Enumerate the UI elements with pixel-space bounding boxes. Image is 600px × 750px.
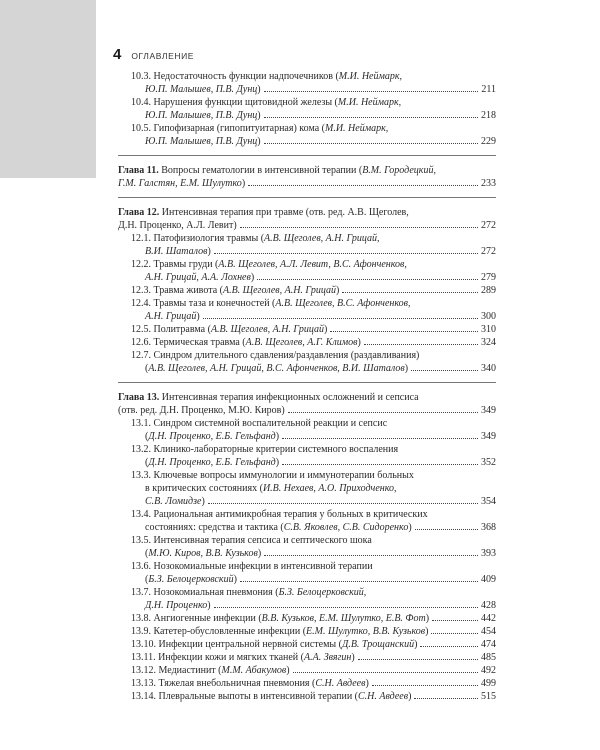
entry-page: 310 <box>481 324 496 335</box>
entry-authors: С.Н. Авдеев <box>315 678 366 689</box>
entry-label: 13.6. Нозокомиальные инфекции в интенсивной терапии <box>131 561 373 572</box>
dot-leader <box>414 698 478 699</box>
entry-authors: В.В. Кузьков, Е.М. Шулутко, Е.В. Фот <box>261 613 426 624</box>
entry-authors: С.Н. Авдеев <box>358 691 409 702</box>
entry-page: 393 <box>481 548 496 559</box>
toc-entry-13-3[interactable]: 13.3. Ключевые вопросы иммунологии и иммунотерапии больных в критических состояниях (И.В. Нехаев, А.О. Приходченко, С.В. Ломидзе) 354 <box>131 470 496 507</box>
dot-leader <box>248 185 478 186</box>
dot-leader <box>240 581 478 582</box>
running-header <box>113 46 194 63</box>
entry-page: 474 <box>481 639 496 650</box>
entry-authors: Б.З. Белоцерковский, <box>278 587 367 598</box>
dot-leader <box>282 464 478 465</box>
dot-leader <box>415 529 478 530</box>
entry-authors: Г.М. Галстян, Е.М. Шулутко <box>118 178 242 189</box>
chapter-editors: Д.Н. Проценко, А.Л. Левит) <box>118 220 237 231</box>
entry-page: 340 <box>481 363 496 374</box>
toc-entry-13-2[interactable]: 13.2. Клинико-лабораторные критерии системного воспаления (Д.Н. Проценко, Е.Б. Гельфанд) 352 <box>131 444 496 468</box>
entry-page: 368 <box>481 522 496 533</box>
toc-entry-13-7[interactable]: 13.7. Нозокомиальная пневмония (Б.З. Белоцерковский, Д.Н. Проценко) 428 <box>131 587 496 611</box>
toc-entry-13-14[interactable]: 13.14. Плевральные выпоты в интенсивной терапии (С.Н. Авдеев) 515 <box>131 691 496 702</box>
entry-authors: Ю.П. Малышев, П.В. Дунц <box>145 110 258 121</box>
toc-chapter-13[interactable] <box>118 391 496 417</box>
dot-leader <box>330 331 478 332</box>
entry-label: 12.4. Травмы таза и конечностей ( <box>131 298 276 309</box>
dot-leader <box>214 253 478 254</box>
entry-page: 515 <box>481 691 496 702</box>
entry-label: 13.8. Ангиогенные инфекции ( <box>131 613 262 624</box>
dot-leader <box>372 685 478 686</box>
chapter-title: Интенсивная терапия при травме (отв. ред. А.В. Щеголев, <box>159 207 409 218</box>
toc-entry-12-4[interactable]: 12.4. Травмы таза и конечностей (А.В. Щеголев, В.С. Афонченков, А.Н. Грицай) 300 <box>131 298 496 322</box>
entry-authors: А.В. Щеголев, А.Н. Грицай <box>210 324 324 335</box>
dot-leader <box>432 620 478 621</box>
table-of-contents <box>118 70 496 703</box>
entry-label: 12.6. Термическая травма ( <box>131 337 246 348</box>
entry-authors: А.В. Щеголев, В.С. Афонченков, <box>275 298 411 309</box>
dot-leader <box>257 279 478 280</box>
toc-entry-13-6[interactable]: 13.6. Нозокомиальные инфекции в интенсивной терапии (Б.З. Белоцерковский) 409 <box>131 561 496 585</box>
entry-authors: И.В. Нехаев, А.О. Приходченко, <box>262 483 397 494</box>
entry-page: 499 <box>481 678 496 689</box>
dot-leader <box>264 143 478 144</box>
header-title: ОГЛАВЛЕНИЕ <box>131 51 195 61</box>
entry-label: 13.12. Медиастинит ( <box>131 665 222 676</box>
dot-leader <box>342 292 478 293</box>
entry-authors: А.В. Щеголев, А.Г. Климов <box>245 337 358 348</box>
entry-authors: В.М. Городецкий, <box>362 165 436 176</box>
entry-authors: Ю.П. Малышев, П.В. Дунц <box>145 136 258 147</box>
chapter-editors: (отв. ред. Д.Н. Проценко, М.Ю. Киров) <box>118 405 285 416</box>
entry-page: 454 <box>481 626 496 637</box>
entry-authors: Ю.П. Малышев, П.В. Дунц <box>145 84 258 95</box>
divider <box>118 155 496 156</box>
dot-leader <box>411 370 478 371</box>
entry-label: 13.11. Инфекции кожи и мягких тканей ( <box>131 652 304 663</box>
entry-page: 349 <box>481 431 496 442</box>
entry-authors: Д.Н. Проценко <box>145 600 208 611</box>
entry-authors: С.В. Ломидзе <box>145 496 202 507</box>
entry-page: 485 <box>481 652 496 663</box>
chapter-title: Интенсивная терапия инфекционных осложнений и сепсиса <box>159 392 419 403</box>
gray-margin-tab <box>0 0 96 178</box>
entry-page: 492 <box>481 665 496 676</box>
entry-page: 324 <box>481 337 496 348</box>
dot-leader <box>288 412 478 413</box>
toc-entry-12-3[interactable]: 12.3. Травма живота (А.В. Щеголев, А.Н. Грицай) 289 <box>131 285 496 296</box>
entry-label: 13.14. Плевральные выпоты в интенсивной терапии ( <box>131 691 359 702</box>
entry-page: 428 <box>481 600 496 611</box>
toc-entry-13-12[interactable]: 13.12. Медиастинит (М.М. Абакумов) 492 <box>131 665 496 676</box>
entry-page: 272 <box>481 220 496 231</box>
entry-page: 349 <box>481 405 496 416</box>
entry-label: 13.7. Нозокомиальная пневмония ( <box>131 587 279 598</box>
entry-page: 442 <box>481 613 496 624</box>
entry-authors: В.И. Шаталов <box>145 246 208 257</box>
chapter-label: Глава 13. <box>118 392 160 403</box>
toc-entry-12-5[interactable]: 12.5. Политравма (А.В. Щеголев, А.Н. Грицай) 310 <box>131 324 496 335</box>
dot-leader <box>282 438 478 439</box>
chapter-label: Глава 12. <box>118 207 160 218</box>
entry-page: 352 <box>481 457 496 468</box>
toc-entry-13-10[interactable]: 13.10. Инфекции центральной нервной системы (Д.В. Трощанский) 474 <box>131 639 496 650</box>
entry-authors: Д.Н. Проценко, Е.Б. Гельфанд <box>148 457 276 468</box>
entry-authors: Д.В. Трощанский <box>341 639 415 650</box>
entry-page: 233 <box>481 178 496 189</box>
entry-authors: М.М. Абакумов <box>221 665 287 676</box>
toc-entry-13-13[interactable]: 13.13. Тяжелая внебольничная пневмония (С.Н. Авдеев) 499 <box>131 678 496 689</box>
entry-label: 13.13. Тяжелая внебольничная пневмония ( <box>131 678 316 689</box>
chapter-label: Глава 11. <box>118 165 159 176</box>
divider <box>118 382 496 383</box>
entry-label: 13.5. Интенсивная терапия сепсиса и септического шока <box>131 535 372 546</box>
page-number: 4 <box>113 46 122 63</box>
toc-entry-13-11[interactable]: 13.11. Инфекции кожи и мягких тканей (А.А. Звягин) 485 <box>131 652 496 663</box>
entry-authors: М.И. Неймарк, <box>338 71 403 82</box>
entry-page: 218 <box>481 110 496 121</box>
dot-leader <box>264 117 478 118</box>
toc-entry-13-8[interactable]: 13.8. Ангиогенные инфекции (В.В. Кузьков, Е.М. Шулутко, Е.В. Фот) 442 <box>131 613 496 624</box>
entry-authors: А.А. Звягин <box>303 652 352 663</box>
entry-page: 229 <box>481 136 496 147</box>
toc-entry-10-3[interactable]: 10.3. Недостаточность функции надпочечников (М.И. Неймарк, Ю.П. Малышев, П.В. Дунц) 211 <box>131 71 496 95</box>
dot-leader <box>264 555 478 556</box>
toc-entry-12-7[interactable]: 12.7. Синдром длительного сдавления/раздавления (раздавливания) (А.В. Щеголев, А.Н. Грицай, В.С. Афонченков, В.И. Шаталов) 340 <box>131 350 496 374</box>
entry-page: 272 <box>481 246 496 257</box>
entry-label: 13.10. Инфекции центральной нервной системы ( <box>131 639 342 650</box>
toc-entry-13-1[interactable]: 13.1. Синдром системной воспалительной реакции и сепсис (Д.Н. Проценко, Е.Б. Гельфанд) 349 <box>131 418 496 442</box>
toc-entry-13-5[interactable]: 13.5. Интенсивная терапия сепсиса и септического шока (М.Ю. Киров, В.В. Кузьков) 393 <box>131 535 496 559</box>
entry-label: 10.3. Недостаточность функции надпочечников ( <box>131 71 339 82</box>
entry-label: 13.9. Катетер-обусловленные инфекции ( <box>131 626 307 637</box>
entry-authors: А.В. Щеголев, А.Н. Грицай <box>222 285 336 296</box>
dot-leader <box>264 91 479 92</box>
dot-leader <box>293 672 478 673</box>
entry-authors: Е.М. Шулутко, В.В. Кузьков <box>306 626 426 637</box>
entry-authors: Д.Н. Проценко, Е.Б. Гельфанд <box>148 431 276 442</box>
dot-leader <box>364 344 478 345</box>
entry-label: 12.1. Патофизиология травмы ( <box>131 233 265 244</box>
entry-authors: М.Ю. Киров, В.В. Кузьков <box>148 548 258 559</box>
divider <box>118 197 496 198</box>
dot-leader <box>420 646 478 647</box>
dot-leader <box>203 318 478 319</box>
entry-label: 12.7. Синдром длительного сдавления/раздавления (раздавливания) <box>131 350 420 361</box>
entry-page: 300 <box>481 311 496 322</box>
entry-authors: А.В. Щеголев, А.Н. Грицай, В.С. Афонченков, В.И. Шаталов <box>148 363 405 374</box>
entry-authors: А.В. Щеголев, А.Н. Грицай, <box>264 233 380 244</box>
entry-label: 13.3. Ключевые вопросы иммунологии и иммунотерапии больных <box>131 470 414 481</box>
dot-leader <box>214 607 478 608</box>
entry-page: 289 <box>481 285 496 296</box>
entry-authors: Б.З. Белоцерковский <box>148 574 234 585</box>
chapter-title: Вопросы гематологии в интенсивной терапии ( <box>158 165 363 176</box>
toc-chapter-11[interactable]: Глава 11. Вопросы гематологии в интенсивной терапии (В.М. Городецкий, Г.М. Галстян, Е.М. Шулутко) 233 <box>118 165 496 189</box>
entry-authors: А.Н. Грицай, А.А. Лохнев <box>145 272 251 283</box>
dot-leader <box>358 659 478 660</box>
entry-label: 13.1. Синдром системной воспалительной реакции и сепсис <box>131 418 388 429</box>
entry-authors: С.В. Яковлев, С.В. Сидоренко <box>283 522 409 533</box>
entry-label: 10.5. Гипофизарная (гипопитуитарная) кома ( <box>131 123 325 134</box>
toc-entry-12-2[interactable]: 12.2. Травмы груди (А.В. Щеголев, А.Л. Левит, В.С. Афонченков, А.Н. Грицай, А.А. Лохнев) 279 <box>131 259 496 283</box>
dot-leader <box>431 633 478 634</box>
entry-authors: А.Н. Грицай <box>145 311 197 322</box>
entry-authors: А.В. Щеголев, А.Л. Левит, В.С. Афонченков, <box>218 259 407 270</box>
toc-entry-12-1[interactable]: 12.1. Патофизиология травмы (А.В. Щеголев, А.Н. Грицай, В.И. Шаталов) 272 <box>131 233 496 257</box>
toc-entry-12-6[interactable]: 12.6. Термическая травма (А.В. Щеголев, А.Г. Климов) 324 <box>131 337 496 348</box>
toc-entry-10-4[interactable]: 10.4. Нарушения функции щитовидной железы (М.И. Неймарк, Ю.П. Малышев, П.В. Дунц) 218 <box>131 97 496 121</box>
entry-label: 12.3. Травма живота ( <box>131 285 223 296</box>
entry-page: 279 <box>481 272 496 283</box>
entry-page: 211 <box>481 84 496 95</box>
toc-entry-13-9[interactable]: 13.9. Катетер-обусловленные инфекции (Е.М. Шулутко, В.В. Кузьков) 454 <box>131 626 496 637</box>
entry-label: 12.2. Травмы груди ( <box>131 259 219 270</box>
toc-entry-10-5[interactable]: 10.5. Гипофизарная (гипопитуитарная) кома (М.И. Неймарк, Ю.П. Малышев, П.В. Дунц) 229 <box>131 123 496 147</box>
entry-page: 409 <box>481 574 496 585</box>
entry-page: 354 <box>481 496 496 507</box>
entry-label: 13.2. Клинико-лабораторные критерии системного воспаления <box>131 444 399 455</box>
dot-leader <box>208 503 478 504</box>
entry-authors: М.И. Неймарк, <box>337 97 402 108</box>
entry-authors: М.И. Неймарк, <box>324 123 389 134</box>
dot-leader <box>240 227 478 228</box>
entry-label: 12.5. Политравма ( <box>131 324 211 335</box>
entry-label: 13.4. Рациональная антимикробная терапия у больных в критических <box>131 509 428 520</box>
toc-entry-13-4[interactable]: 13.4. Рациональная антимикробная терапия у больных в критических состояниях: средства и тактика (С.В. Яковлев, С.В. Сидоренко) 368 <box>131 509 496 533</box>
toc-chapter-12[interactable] <box>118 206 496 232</box>
entry-label: 10.4. Нарушения функции щитовидной железы ( <box>131 97 338 108</box>
